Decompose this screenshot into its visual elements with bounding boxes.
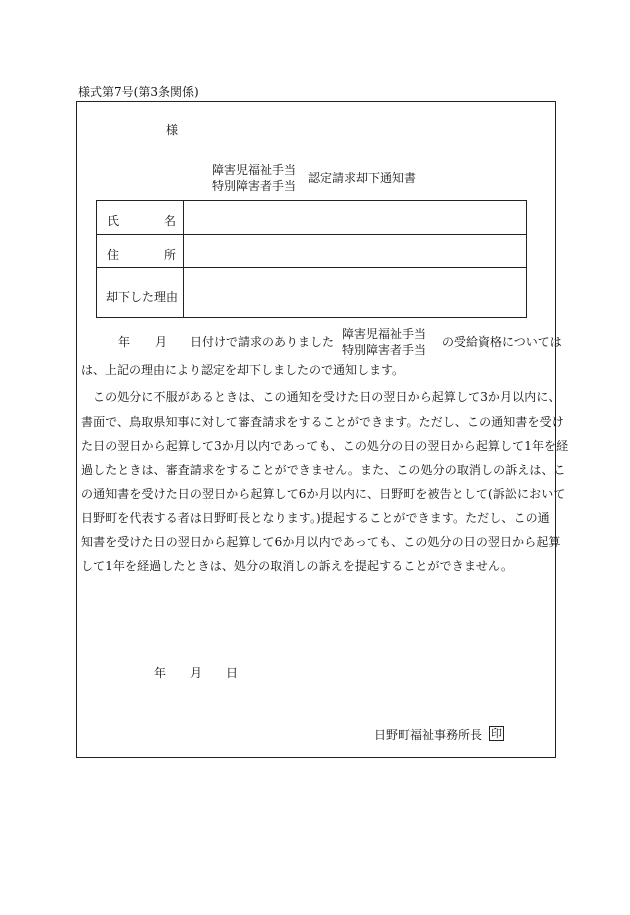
title-option-2: 特別障害者手当 [212,179,297,193]
info-table [96,200,527,318]
notice-allowance-1: 障害児福祉手当 [342,327,427,341]
notice-tail: の受給資格については [442,335,562,349]
appeal-line-4: 過したときは、審査請求をすることができません。また、この処分の取消しの訴えは、こ [81,463,566,477]
notice-allowance-2: 特別障害者手当 [342,343,427,357]
info-row-name [97,201,526,235]
name-label-1: 氏 [107,214,120,228]
footer-month-label: 月 [190,666,203,680]
notice-month-label: 月 [155,335,168,349]
notice-date-phrase: 日付けで請求のありました [190,335,335,349]
title-option-1: 障害児福祉手当 [212,163,297,177]
appeal-line-1: この処分に不服があるときは、この通知を受けた日の翌日から起算して3か月以内に、 [93,390,561,404]
reason-label: 却下した理由 [106,290,179,304]
address-label-1: 住 [107,248,120,262]
name-label-2: 名 [164,214,177,228]
appeal-line-7: 知書を受けた日の翌日から起算して6か月以内であっても、この処分の日の翌日から起算 [81,535,561,549]
info-table-divider [183,201,184,317]
appeal-line-5: の通知書を受けた日の翌日から起算して6か月以内に、日野町を被告として(訴訟において [81,487,566,501]
form-number: 様式第7号(第3条関係) [78,85,199,99]
notice-year-label: 年 [118,335,131,349]
seal-stamp: 印 [491,727,502,740]
appeal-line-8: して1年を経過したときは、処分の取消しの訴えを提起することができません。 [81,559,513,573]
notice-line-2: は、上記の理由により認定を却下しましたので通知します。 [81,363,405,377]
appeal-line-3: た日の翌日から起算して3か月以内であっても、この処分の日の翌日から起算して1年を経 [81,439,569,453]
address-label-2: 所 [164,248,177,262]
info-row-address [97,235,526,268]
appeal-line-2: 書面で、鳥取県知事に対して審査請求をすることができます。ただし、この通知書を受け [81,415,564,429]
footer-year-label: 年 [154,666,167,680]
footer-day-label: 日 [226,666,239,680]
addressee-suffix: 様 [166,123,179,137]
title-main: 認定請求却下通知書 [308,171,417,185]
issuer-name: 日野町福祉事務所長 [374,728,483,742]
appeal-line-6: 日野町を代表する者は日野町長となります。)提起することができます。ただし、この通 [81,511,550,525]
seal-mark [489,726,504,741]
